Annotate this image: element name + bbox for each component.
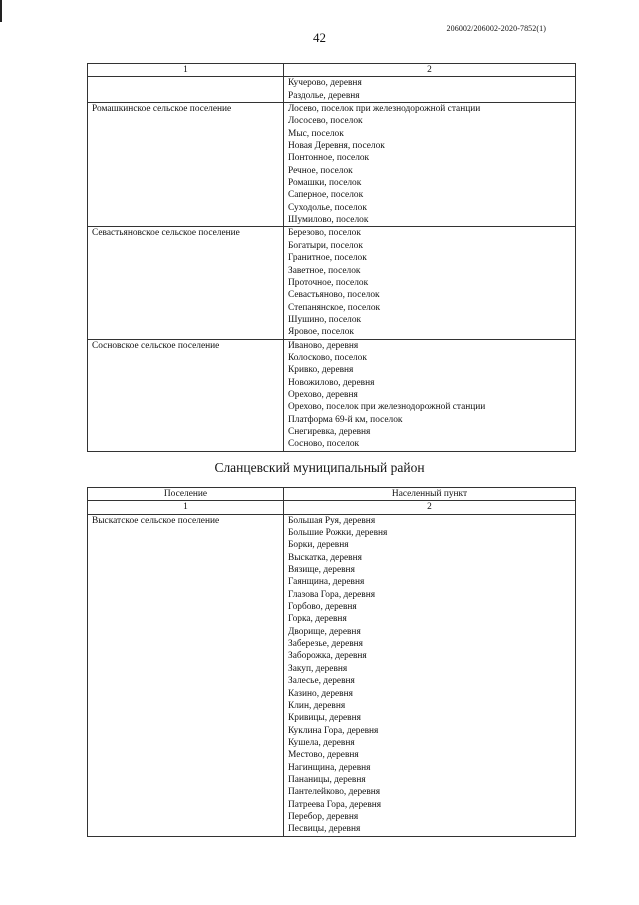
table-row <box>88 103 576 227</box>
locality-item: Березово, поселок <box>288 228 361 239</box>
locality-item: Куклина Гора, деревня <box>288 725 379 736</box>
locality-item: Иваново, деревня <box>288 340 359 351</box>
locality-item: Раздолье, деревня <box>288 90 360 101</box>
settlement-cell: Сосновское сельское поселение <box>88 339 284 451</box>
locality-item: Заветное, поселок <box>288 265 361 276</box>
locality-item: Кучерово, деревня <box>288 78 362 89</box>
locality-item: Суходолье, поселок <box>288 202 367 213</box>
locality-item: Дворище, деревня <box>288 626 361 637</box>
page-number: 42 <box>313 30 326 45</box>
locality-item: Выскатка, деревня <box>288 552 362 563</box>
locality-item: Заберезье, деревня <box>288 639 363 650</box>
locality-item: Пананицы, деревня <box>288 774 366 785</box>
locality-item: Залесье, деревня <box>288 676 355 687</box>
locality-item: Колосково, поселок <box>288 352 367 363</box>
document-id: 206002/206002-2020-7852(1) <box>446 24 546 33</box>
localities-cell <box>284 77 576 103</box>
column-number-row <box>88 501 576 514</box>
locality-item: Гаянщина, деревня <box>288 577 365 588</box>
locality-item: Степанянское, поселок <box>288 302 381 313</box>
locality-item: Местово, деревня <box>288 750 359 761</box>
locality-item: Новая Деревня, поселок <box>288 141 385 152</box>
locality-item: Песвицы, деревня <box>288 824 361 835</box>
locality-item: Закуп, деревня <box>288 663 348 674</box>
locality-item: Заборожка, деревня <box>288 651 367 662</box>
locality-item: Клин, деревня <box>288 700 346 711</box>
table-row <box>88 227 576 339</box>
column-header-settlement: Поселение <box>88 488 284 501</box>
localities-cell <box>284 514 576 836</box>
locality-item: Глазова Гора, деревня <box>288 589 376 600</box>
locality-item: Гранитное, поселок <box>288 253 367 264</box>
locality-item: Ромашки, поселок <box>288 178 362 189</box>
locality-item: Кривко, деревня <box>288 365 354 376</box>
column-number-2: 2 <box>284 501 576 514</box>
column-number-2: 2 <box>284 64 576 77</box>
locality-item: Речное, поселок <box>288 165 353 176</box>
locality-item: Лосево, поселок при железнодорожной станции <box>288 104 481 115</box>
locality-item: Шумилово, поселок <box>288 215 369 226</box>
locality-item: Казино, деревня <box>288 688 353 699</box>
locality-item: Саперное, поселок <box>288 190 364 201</box>
locality-item: Мыс, поселок <box>288 128 344 139</box>
settlement-cell: Выскатское сельское поселение <box>88 514 284 836</box>
column-number-row <box>88 64 576 77</box>
scan-edge-mark <box>0 0 2 22</box>
locality-item: Кривицы, деревня <box>288 713 361 724</box>
locality-item: Кушела, деревня <box>288 737 355 748</box>
column-number-1: 1 <box>88 501 284 514</box>
localities-cell <box>284 103 576 227</box>
table-row <box>88 339 576 451</box>
locality-item: Орехово, поселок при железнодорожной станции <box>288 402 486 413</box>
locality-item: Пантелейково, деревня <box>288 787 381 798</box>
settlements-table-slantsy <box>87 487 576 837</box>
table-row <box>88 514 576 836</box>
locality-item: Горка, деревня <box>288 614 347 625</box>
table-body <box>88 488 576 837</box>
settlement-cell <box>88 77 284 103</box>
locality-item: Большая Руя, деревня <box>288 515 376 526</box>
locality-item: Лососево, поселок <box>288 116 363 127</box>
table-row <box>88 77 576 103</box>
locality-item: Снегиревка, деревня <box>288 426 371 437</box>
locality-item: Нагинщина, деревня <box>288 762 371 773</box>
locality-item: Понтонное, поселок <box>288 153 370 164</box>
locality-item: Богатыри, поселок <box>288 240 363 251</box>
locality-item: Вязище, деревня <box>288 565 355 576</box>
settlement-cell: Севастьяновское сельское поселение <box>88 227 284 339</box>
locality-item: Перебор, деревня <box>288 811 359 822</box>
table-body <box>88 64 576 452</box>
column-number-1: 1 <box>88 64 284 77</box>
locality-item: Платформа 69-й км, поселок <box>288 414 403 425</box>
settlements-table-continued <box>87 63 576 452</box>
locality-item: Севастьяново, поселок <box>288 290 380 301</box>
locality-item: Шушино, поселок <box>288 314 362 325</box>
locality-item: Сосново, поселок <box>288 439 360 450</box>
locality-item: Проточное, поселок <box>288 277 369 288</box>
locality-item: Новожилово, деревня <box>288 377 375 388</box>
settlement-cell: Ромашкинское сельское поселение <box>88 103 284 227</box>
localities-cell <box>284 339 576 451</box>
section-heading: Сланцевский муниципальный район <box>214 460 425 475</box>
header-row <box>88 488 576 501</box>
localities-cell <box>284 227 576 339</box>
locality-item: Орехово, деревня <box>288 389 358 400</box>
locality-item: Яровое, поселок <box>288 327 354 338</box>
locality-item: Большие Рожки, деревня <box>288 528 388 539</box>
locality-item: Горбово, деревня <box>288 602 357 613</box>
column-header-locality: Населенный пункт <box>284 488 576 501</box>
locality-item: Борки, деревня <box>288 540 349 551</box>
locality-item: Патреева Гора, деревня <box>288 799 382 810</box>
